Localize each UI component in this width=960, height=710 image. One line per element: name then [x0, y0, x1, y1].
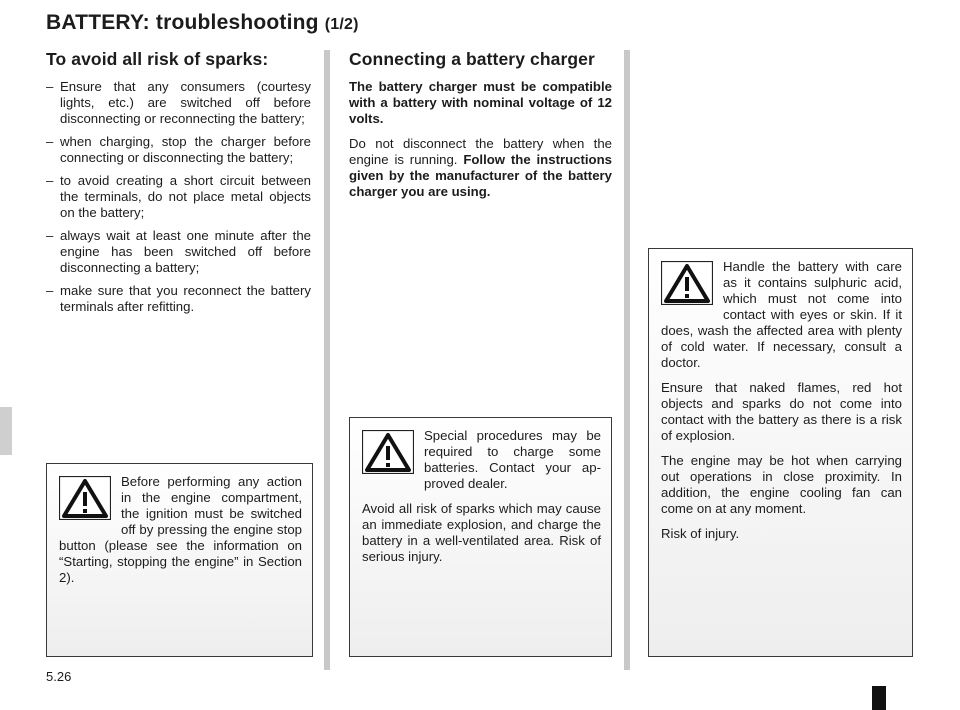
page-title [46, 11, 359, 35]
middle-column [349, 49, 612, 209]
section-thumb-tab [0, 407, 12, 455]
acid-warning-text-2: Ensure that naked flames, red hot objects and sparks do not come into contact with the battery as there is a risk of explosion. [661, 380, 902, 443]
list-item [46, 173, 311, 221]
engine-off-warning-box [46, 463, 313, 657]
list-item [46, 283, 311, 315]
page-number: 5.26 [46, 669, 72, 684]
bullet-dash: – [46, 283, 54, 298]
bullet-dash: – [46, 79, 54, 94]
acid-warning-box [648, 248, 913, 657]
sparks-list [46, 79, 311, 315]
acid-warning-text-3: The engine may be hot when carrying out operations in close proximity. In addition, the engine cooling fan can come on at any moment. [661, 453, 902, 516]
bullet-dash: – [46, 173, 54, 188]
page-title-text: BATTERY: troubleshooting [46, 11, 319, 34]
acid-warning-text-4: Risk of injury. [661, 526, 740, 541]
charger-instructions-bold: Follow the instructions given by the manufacturer of the battery charger you are using. [349, 152, 612, 199]
list-item [46, 79, 311, 127]
list-item-text: to avoid creating a short circuit between the terminals, do not place metal objects on the battery; [60, 173, 311, 220]
list-item-text: Ensure that any consumers (courtesy lights, etc.) are switched off before disconnecting or reconnecting the battery; [60, 79, 311, 126]
warning-triangle-icon [362, 430, 414, 474]
charger-instructions-plain: Do not disconnect the battery when the engine is running. [349, 136, 612, 167]
warning-triangle-icon [661, 261, 713, 305]
left-column [46, 49, 311, 322]
sparks-heading: To avoid all risk of sparks: [46, 49, 269, 69]
column-divider-left [324, 50, 330, 670]
charger-heading: Connecting a battery charger [349, 49, 595, 69]
list-item [46, 134, 311, 166]
charger-warning-box [349, 417, 612, 657]
list-item-text: make sure that you reconnect the battery terminals after refitting. [60, 283, 311, 314]
bullet-dash: – [46, 228, 54, 243]
list-item-text: always wait at least one minute after the engine has been switched off before disconnecting a battery; [60, 228, 311, 275]
charger-instructions [349, 136, 612, 200]
acid-warning-text-1: Handle the battery with care as it contains sulphuric acid, which must not come into contact with eyes or skin. If it does, wash the affected area with plenty of cold water. If necessary, consult a doctor. [661, 259, 902, 370]
warning-triangle-icon [59, 476, 111, 520]
charger-warning-text-1: Special procedures may be required to charge some batteries. Contact your approved dealer. [424, 428, 601, 491]
list-item-text: when charging, stop the charger before connecting or disconnecting the battery; [60, 134, 311, 165]
charger-warning-text-2: Avoid all risk of sparks which may cause an immediate explosion, and charge the battery in a well-ventilated area. Risk of serious injury. [362, 501, 601, 564]
list-item [46, 228, 311, 276]
page-part: (1/2) [324, 16, 359, 33]
page-corner-mark [872, 686, 886, 710]
column-divider-right [624, 50, 630, 670]
charger-compat-text: The battery charger must be compatible with a battery with nominal voltage of 12 volts. [349, 79, 612, 126]
bullet-dash: – [46, 134, 54, 149]
engine-off-warning-text: Before performing any action in the engine compartment, the ignition must be switched off by pressing the engine stop button (please see the information on “Starting, stopping the engine” in Section 2). [59, 474, 302, 585]
